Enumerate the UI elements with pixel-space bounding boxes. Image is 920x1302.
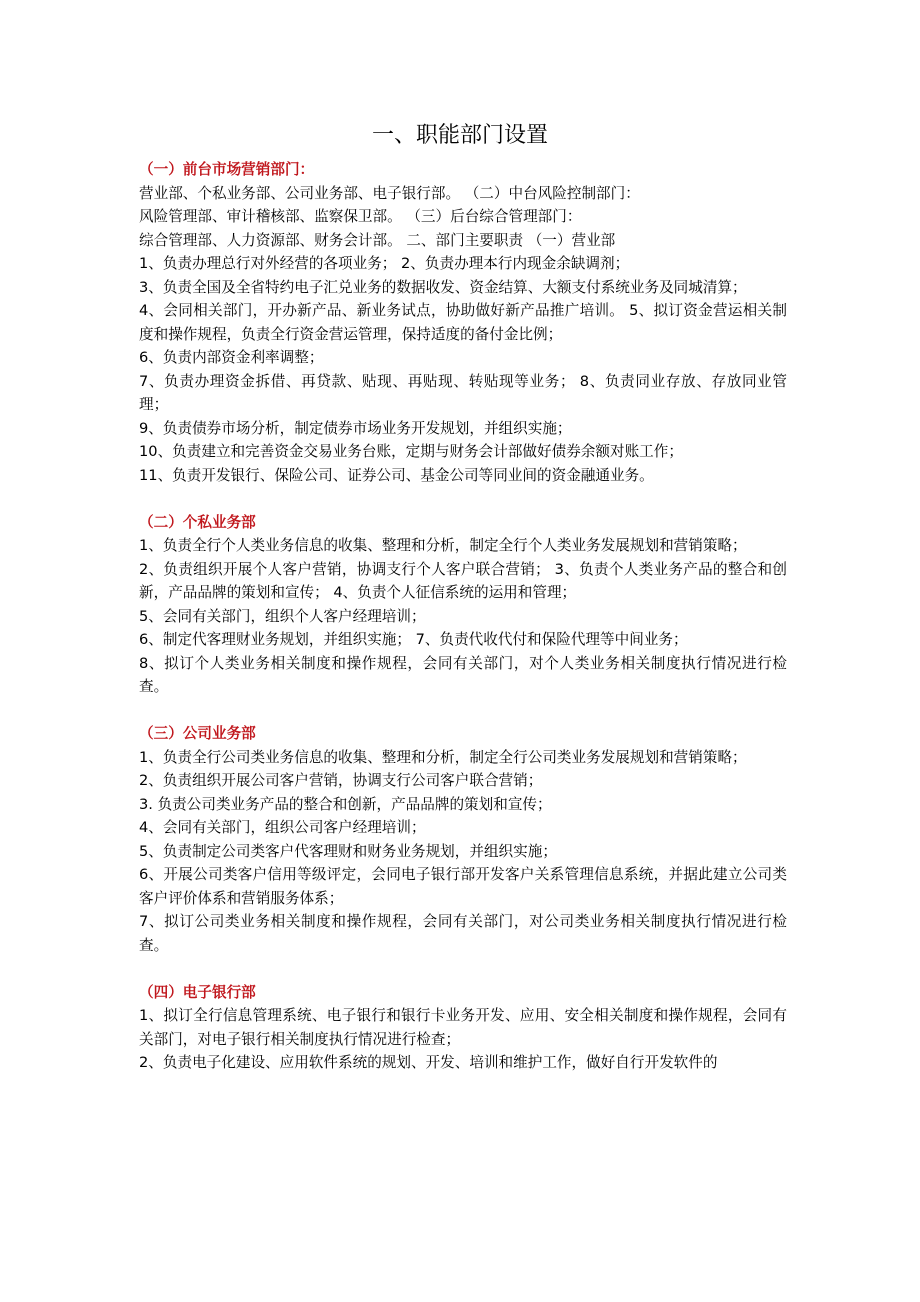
section-heading-corporate-business: （三）公司业务部: [139, 725, 256, 742]
paragraph: 2、负责电子化建设、应用软件系统的规划、开发、培训和维护工作，做好自行开发软件的: [139, 1054, 718, 1071]
section-spacer: [139, 699, 787, 723]
paragraph-line: 4、会同有关部门，组织公司客户经理培训；: [139, 819, 426, 836]
paragraph: 1、拟订全行信息管理系统、电子银行和银行卡业务开发、应用、安全相关制度和操作规程，会同有关部门，对电子银行相关制度执行情况进行检查；: [139, 1007, 787, 1048]
paragraph-line: 营业部、个私业务部、公司业务部、电子银行部。 （二）中台风险控制部门：: [139, 184, 640, 202]
paragraph-line: 11、负责开发银行、保险公司、证券公司、基金公司等同业间的资金融通业务。: [139, 466, 654, 484]
page-title: 一、职能部门设置: [371, 123, 548, 148]
paragraph: 2、负责组织开展个人客户营销，协调支行个人客户联合营销； 3、负责个人类业务产品的整合和创新，产品品牌的策划和宣传； 4、负责个人征信系统的运用和管理；: [139, 560, 787, 601]
paragraph: 8、拟订个人类业务相关制度和操作规程，会同有关部门，对个人类业务相关制度执行情况进行检查。: [139, 654, 787, 695]
paragraph: 1、负责全行公司类业务信息的收集、整理和分析，制定全行公司类业务发展规划和营销策略；: [139, 748, 747, 766]
section-spacer: [139, 487, 787, 511]
paragraph-line: 5、负责制定公司类客户代客理财和财务业务规划，并组织实施；: [139, 842, 557, 860]
paragraph-line: 风险管理部、审计稽核部、监察保卫部。 （三）后台综合管理部门：: [139, 208, 582, 225]
paragraph: 6、开展公司类客户信用等级评定，会同电子银行部开发客户关系管理信息系统，并据此建立公司类客户评价体系和营销服务体系；: [139, 866, 787, 907]
section-heading-personal-business: （二）个私业务部: [139, 513, 256, 531]
paragraph-line: 综合管理部、人力资源部、财务会计部。 二、部门主要职责 （一）营业部: [139, 231, 616, 249]
section-heading-e-banking: （四）电子银行部: [139, 983, 256, 1001]
paragraph-line: 10、负责建立和完善资金交易业务台账，定期与财务会计部做好债券余额对账工作；: [139, 443, 683, 460]
paragraph-line: 5、会同有关部门，组织个人客户经理培训；: [139, 607, 426, 625]
paragraph-line: 9、负责债券市场分析，制定债券市场业务开发规划，并组织实施；: [139, 419, 572, 437]
paragraph-line: 6、制定代客理财业务规划，并组织实施； 7、负责代收代付和保险代理等中间业务；: [139, 631, 688, 648]
paragraph: 7、负责办理资金拆借、再贷款、贴现、再贴现、转贴现等业务； 8、负责同业存放、存放同业管理；: [139, 372, 787, 413]
paragraph: 3、负责全国及全省特约电子汇兑业务的数据收发、资金结算、大额支付系统业务及同城清算；: [139, 278, 747, 296]
paragraph-line: 1、负责办理总行对外经营的各项业务； 2、负责办理本行内现金余缺调剂；: [139, 255, 630, 272]
paragraph: 1、负责全行个人类业务信息的收集、整理和分析，制定全行个人类业务发展规划和营销策略；: [139, 537, 747, 554]
paragraph-line: 6、负责内部资金利率调整；: [139, 349, 324, 366]
paragraph: 7、拟订公司类业务相关制度和操作规程，会同有关部门，对公司类业务相关制度执行情况进行检查。: [139, 913, 787, 954]
section-spacer: [139, 957, 787, 981]
section-heading-front-office: （一）前台市场营销部门：: [139, 161, 315, 178]
document-body: [139, 158, 787, 1075]
paragraph-line: 3. 负责公司类业务产品的整合和创新，产品品牌的策划和宣传；: [139, 795, 552, 813]
paragraph-line: 2、负责组织开展公司客户营销，协调支行公司客户联合营销；: [139, 772, 543, 789]
paragraph: 4、会同相关部门，开办新产品、新业务试点，协助做好新产品推广培训。 5、拟订资金营运相关制度和操作规程，负责全行资金营运管理，保持适度的备付金比例；: [139, 302, 787, 343]
